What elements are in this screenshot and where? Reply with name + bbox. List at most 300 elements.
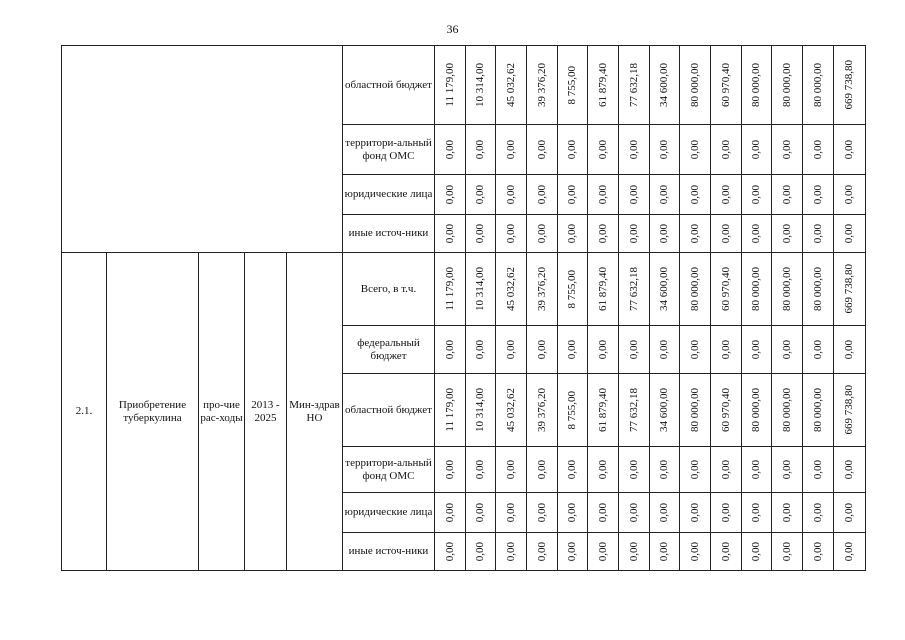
- value-wrap: [834, 60, 865, 110]
- value-text: 0,00: [780, 541, 793, 562]
- value-cell: [588, 447, 619, 493]
- value-wrap: [650, 542, 679, 561]
- value-text: 0,00: [535, 502, 548, 523]
- value-cell: [650, 253, 680, 326]
- value-cell: [772, 125, 803, 175]
- value-wrap: [680, 340, 710, 359]
- executor: Мин-здрав НО: [287, 253, 343, 571]
- value-text: 0,00: [443, 459, 456, 480]
- value-wrap: [496, 503, 526, 522]
- value-cell: [496, 215, 527, 253]
- value-cell: [803, 374, 834, 447]
- value-text: 0,00: [627, 502, 640, 523]
- value-wrap: [619, 388, 649, 432]
- value-wrap: [527, 140, 557, 159]
- value-text: 0,00: [596, 459, 609, 480]
- value-cell: [803, 125, 834, 175]
- value-text: 80 000,00: [750, 63, 762, 107]
- value-cell: [834, 374, 866, 447]
- value-wrap: [466, 460, 495, 479]
- value-wrap: [711, 542, 741, 561]
- value-wrap: [527, 63, 557, 107]
- value-cell: [742, 493, 772, 533]
- value-cell: [680, 253, 711, 326]
- value-cell: [619, 175, 650, 215]
- value-wrap: [742, 63, 771, 107]
- value-wrap: [680, 140, 710, 159]
- value-text: 0,00: [843, 541, 855, 562]
- value-wrap: [435, 542, 465, 561]
- value-text: 80 000,00: [780, 63, 793, 107]
- value-cell: [650, 374, 680, 447]
- value-wrap: [558, 340, 587, 359]
- value-wrap: [466, 388, 495, 432]
- value-wrap: [466, 340, 495, 359]
- blank-merged-cell: [62, 46, 343, 253]
- value-cell: [680, 533, 711, 571]
- value-text: 45 032,62: [504, 388, 517, 432]
- value-text: 80 000,00: [688, 388, 701, 432]
- value-cell: [466, 46, 496, 125]
- value-wrap: [496, 542, 526, 561]
- value-text: 0,00: [443, 339, 456, 360]
- value-wrap: [742, 460, 771, 479]
- value-wrap: [772, 542, 802, 561]
- value-text: 10 314,00: [474, 63, 486, 107]
- value-text: 0,00: [596, 339, 609, 360]
- value-wrap: [496, 267, 526, 311]
- value-text: 45 032,62: [504, 267, 517, 311]
- value-cell: [466, 447, 496, 493]
- value-cell: [496, 374, 527, 447]
- value-wrap: [834, 140, 865, 159]
- value-text: 39 376,20: [535, 267, 548, 311]
- value-text: 0,00: [535, 139, 548, 160]
- value-cell: [466, 326, 496, 374]
- value-wrap: [711, 140, 741, 159]
- value-cell: [772, 215, 803, 253]
- value-cell: [772, 175, 803, 215]
- value-wrap: [803, 185, 833, 204]
- value-wrap: [619, 185, 649, 204]
- value-cell: [650, 125, 680, 175]
- value-text: 45 032,62: [504, 63, 517, 107]
- value-cell: [588, 215, 619, 253]
- value-text: 0,00: [566, 541, 578, 562]
- source-label: Всего, в т.ч.: [343, 253, 435, 326]
- value-cell: [650, 46, 680, 125]
- value-wrap: [558, 66, 587, 105]
- value-wrap: [834, 185, 865, 204]
- value-text: 77 632,18: [627, 267, 640, 311]
- value-cell: [496, 447, 527, 493]
- value-wrap: [650, 224, 679, 243]
- value-text: 0,00: [843, 223, 855, 244]
- value-cell: [435, 215, 466, 253]
- value-text: 0,00: [658, 184, 670, 205]
- value-text: 80 000,00: [780, 388, 793, 432]
- value-text: 80 000,00: [811, 63, 824, 107]
- value-text: 0,00: [535, 459, 548, 480]
- value-cell: [772, 46, 803, 125]
- value-text: 0,00: [811, 139, 824, 160]
- value-cell: [742, 253, 772, 326]
- value-text: 0,00: [843, 339, 855, 360]
- value-wrap: [772, 63, 802, 107]
- value-wrap: [711, 503, 741, 522]
- value-text: 0,00: [627, 223, 640, 244]
- value-cell: [742, 374, 772, 447]
- value-text: 0,00: [843, 184, 855, 205]
- value-text: 10 314,00: [474, 267, 486, 311]
- value-wrap: [619, 460, 649, 479]
- value-text: 0,00: [596, 184, 609, 205]
- value-text: 0,00: [443, 502, 456, 523]
- value-wrap: [834, 224, 865, 243]
- value-cell: [588, 253, 619, 326]
- value-cell: [466, 253, 496, 326]
- value-text: 0,00: [504, 223, 517, 244]
- value-cell: [588, 493, 619, 533]
- value-text: 0,00: [843, 459, 855, 480]
- value-cell: [803, 447, 834, 493]
- value-wrap: [650, 185, 679, 204]
- value-text: 0,00: [658, 459, 670, 480]
- value-wrap: [588, 267, 618, 311]
- value-wrap: [680, 542, 710, 561]
- value-text: 8 755,00: [566, 390, 578, 430]
- table-row: [62, 253, 866, 326]
- value-wrap: [742, 503, 771, 522]
- value-cell: [588, 175, 619, 215]
- source-label: иные источ-ники: [343, 215, 435, 253]
- value-text: 0,00: [596, 502, 609, 523]
- value-cell: [558, 46, 588, 125]
- value-wrap: [496, 388, 526, 432]
- value-wrap: [466, 267, 495, 311]
- value-text: 0,00: [658, 339, 670, 360]
- value-text: 0,00: [443, 223, 456, 244]
- value-wrap: [496, 63, 526, 107]
- value-cell: [711, 493, 742, 533]
- value-wrap: [772, 460, 802, 479]
- value-wrap: [527, 185, 557, 204]
- page-number: 36: [446, 22, 459, 36]
- value-text: 0,00: [688, 223, 701, 244]
- value-text: 669 738,80: [843, 385, 855, 435]
- value-wrap: [619, 503, 649, 522]
- value-cell: [650, 175, 680, 215]
- value-text: 0,00: [658, 541, 670, 562]
- value-cell: [588, 125, 619, 175]
- value-text: 11 179,00: [443, 388, 456, 432]
- value-wrap: [619, 140, 649, 159]
- value-text: 0,00: [750, 541, 762, 562]
- value-text: 11 179,00: [443, 63, 456, 107]
- value-text: 0,00: [843, 502, 855, 523]
- value-text: 0,00: [688, 541, 701, 562]
- value-cell: [466, 533, 496, 571]
- value-text: 80 000,00: [811, 267, 824, 311]
- value-wrap: [466, 224, 495, 243]
- value-wrap: [711, 460, 741, 479]
- value-text: 0,00: [750, 223, 762, 244]
- value-wrap: [742, 185, 771, 204]
- value-cell: [558, 253, 588, 326]
- value-text: 0,00: [811, 339, 824, 360]
- value-text: 0,00: [780, 339, 793, 360]
- value-text: 0,00: [566, 339, 578, 360]
- value-text: 0,00: [811, 184, 824, 205]
- value-text: 0,00: [719, 339, 732, 360]
- value-text: 0,00: [750, 339, 762, 360]
- value-text: 0,00: [474, 502, 486, 523]
- value-cell: [466, 374, 496, 447]
- value-wrap: [772, 503, 802, 522]
- value-text: 0,00: [474, 339, 486, 360]
- value-cell: [435, 326, 466, 374]
- value-cell: [742, 533, 772, 571]
- value-text: 0,00: [688, 339, 701, 360]
- value-cell: [466, 125, 496, 175]
- value-text: 669 738,80: [843, 264, 855, 314]
- value-wrap: [834, 460, 865, 479]
- source-label: юридические лица: [343, 493, 435, 533]
- value-wrap: [588, 340, 618, 359]
- value-wrap: [558, 391, 587, 430]
- value-wrap: [466, 542, 495, 561]
- value-text: 0,00: [719, 139, 732, 160]
- value-wrap: [588, 224, 618, 243]
- value-text: 0,00: [504, 339, 517, 360]
- value-text: 0,00: [504, 139, 517, 160]
- value-cell: [527, 533, 558, 571]
- value-wrap: [558, 542, 587, 561]
- value-wrap: [742, 340, 771, 359]
- value-cell: [527, 326, 558, 374]
- value-text: 0,00: [719, 184, 732, 205]
- value-text: 34 600,00: [658, 267, 670, 311]
- value-cell: [803, 326, 834, 374]
- value-cell: [834, 493, 866, 533]
- value-wrap: [466, 140, 495, 159]
- value-wrap: [650, 140, 679, 159]
- value-cell: [834, 253, 866, 326]
- value-text: 0,00: [474, 139, 486, 160]
- value-wrap: [527, 224, 557, 243]
- value-wrap: [650, 340, 679, 359]
- value-text: 0,00: [535, 223, 548, 244]
- value-wrap: [742, 267, 771, 311]
- value-cell: [527, 374, 558, 447]
- value-wrap: [803, 140, 833, 159]
- value-cell: [558, 533, 588, 571]
- value-wrap: [803, 267, 833, 311]
- value-text: 0,00: [750, 139, 762, 160]
- value-text: 0,00: [843, 139, 855, 160]
- value-wrap: [466, 63, 495, 107]
- value-wrap: [834, 340, 865, 359]
- value-text: 0,00: [596, 223, 609, 244]
- value-cell: [803, 493, 834, 533]
- value-wrap: [527, 340, 557, 359]
- table-row: [62, 46, 866, 125]
- value-cell: [435, 125, 466, 175]
- value-cell: [558, 125, 588, 175]
- value-cell: [680, 326, 711, 374]
- value-wrap: [772, 340, 802, 359]
- value-wrap: [680, 224, 710, 243]
- value-cell: [803, 175, 834, 215]
- value-cell: [527, 125, 558, 175]
- value-text: 0,00: [627, 541, 640, 562]
- value-wrap: [650, 388, 679, 432]
- value-cell: [527, 46, 558, 125]
- value-text: 77 632,18: [627, 63, 640, 107]
- value-text: 0,00: [535, 541, 548, 562]
- value-text: 80 000,00: [688, 267, 701, 311]
- value-wrap: [588, 388, 618, 432]
- value-text: 0,00: [688, 184, 701, 205]
- value-text: 0,00: [688, 139, 701, 160]
- value-text: 60 970,40: [719, 267, 732, 311]
- value-wrap: [742, 542, 771, 561]
- value-text: 669 738,80: [843, 60, 855, 110]
- value-cell: [834, 533, 866, 571]
- value-cell: [588, 374, 619, 447]
- source-label: федеральный бюджет: [343, 326, 435, 374]
- value-wrap: [711, 63, 741, 107]
- value-wrap: [558, 270, 587, 309]
- value-text: 0,00: [443, 184, 456, 205]
- value-cell: [558, 374, 588, 447]
- value-wrap: [588, 63, 618, 107]
- value-wrap: [680, 267, 710, 311]
- value-wrap: [834, 385, 865, 435]
- value-cell: [619, 447, 650, 493]
- value-cell: [435, 253, 466, 326]
- value-wrap: [527, 460, 557, 479]
- value-wrap: [803, 503, 833, 522]
- value-cell: [435, 447, 466, 493]
- value-text: 8 755,00: [566, 65, 578, 105]
- value-text: 0,00: [627, 139, 640, 160]
- value-cell: [650, 447, 680, 493]
- value-wrap: [435, 460, 465, 479]
- value-text: 0,00: [566, 459, 578, 480]
- value-cell: [803, 533, 834, 571]
- value-cell: [711, 533, 742, 571]
- value-cell: [680, 46, 711, 125]
- value-cell: [435, 46, 466, 125]
- value-text: 8 755,00: [566, 269, 578, 309]
- value-wrap: [558, 503, 587, 522]
- value-wrap: [742, 140, 771, 159]
- value-wrap: [680, 503, 710, 522]
- source-label: областной бюджет: [343, 46, 435, 125]
- value-text: 0,00: [688, 459, 701, 480]
- value-text: 0,00: [474, 223, 486, 244]
- value-cell: [650, 493, 680, 533]
- value-wrap: [742, 224, 771, 243]
- value-cell: [588, 46, 619, 125]
- value-cell: [742, 175, 772, 215]
- value-cell: [772, 326, 803, 374]
- value-text: 0,00: [780, 459, 793, 480]
- value-text: 0,00: [566, 502, 578, 523]
- value-wrap: [680, 185, 710, 204]
- value-wrap: [588, 460, 618, 479]
- value-wrap: [650, 63, 679, 107]
- value-text: 0,00: [504, 541, 517, 562]
- value-wrap: [558, 140, 587, 159]
- value-cell: [772, 253, 803, 326]
- value-wrap: [527, 503, 557, 522]
- value-cell: [772, 447, 803, 493]
- value-wrap: [834, 503, 865, 522]
- value-cell: [496, 533, 527, 571]
- value-text: 0,00: [658, 139, 670, 160]
- value-cell: [619, 374, 650, 447]
- value-text: 0,00: [443, 139, 456, 160]
- value-cell: [834, 46, 866, 125]
- value-wrap: [772, 388, 802, 432]
- item-number: 2.1.: [62, 253, 107, 571]
- value-wrap: [588, 185, 618, 204]
- value-wrap: [496, 185, 526, 204]
- value-wrap: [588, 503, 618, 522]
- value-wrap: [435, 140, 465, 159]
- value-text: 77 632,18: [627, 388, 640, 432]
- value-text: 0,00: [627, 459, 640, 480]
- value-text: 0,00: [535, 339, 548, 360]
- value-wrap: [803, 542, 833, 561]
- value-cell: [435, 175, 466, 215]
- value-text: 0,00: [566, 223, 578, 244]
- value-cell: [527, 447, 558, 493]
- value-cell: [558, 493, 588, 533]
- value-cell: [680, 175, 711, 215]
- value-cell: [680, 447, 711, 493]
- value-wrap: [772, 140, 802, 159]
- value-wrap: [527, 267, 557, 311]
- value-wrap: [711, 224, 741, 243]
- value-wrap: [619, 63, 649, 107]
- value-cell: [834, 125, 866, 175]
- value-text: 80 000,00: [750, 388, 762, 432]
- value-text: 0,00: [750, 502, 762, 523]
- value-cell: [803, 253, 834, 326]
- value-cell: [772, 374, 803, 447]
- value-cell: [742, 447, 772, 493]
- value-wrap: [650, 267, 679, 311]
- value-cell: [619, 326, 650, 374]
- value-text: 61 879,40: [596, 267, 609, 311]
- value-cell: [742, 125, 772, 175]
- value-wrap: [435, 340, 465, 359]
- value-wrap: [803, 388, 833, 432]
- value-text: 80 000,00: [688, 63, 701, 107]
- value-cell: [496, 253, 527, 326]
- value-wrap: [619, 267, 649, 311]
- value-cell: [619, 533, 650, 571]
- value-cell: [527, 215, 558, 253]
- value-wrap: [435, 503, 465, 522]
- value-wrap: [619, 340, 649, 359]
- value-wrap: [834, 264, 865, 314]
- value-text: 0,00: [658, 223, 670, 244]
- financing-table: [61, 45, 866, 571]
